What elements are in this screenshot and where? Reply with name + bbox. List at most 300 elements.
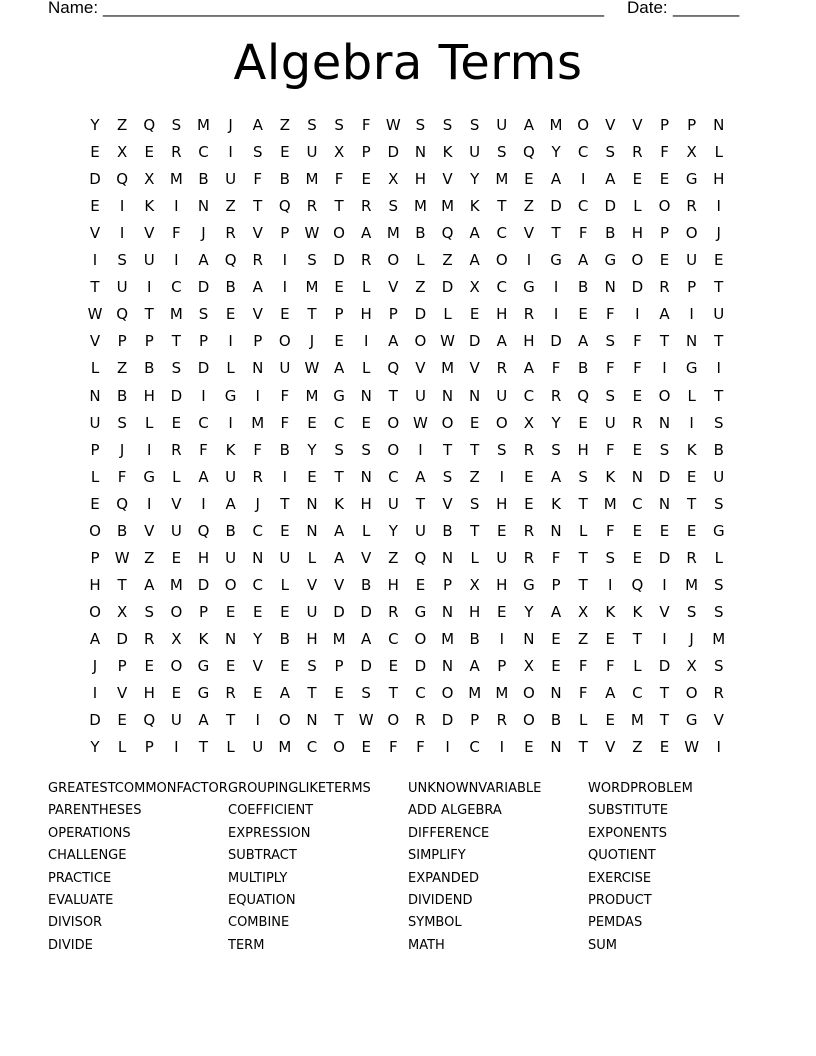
grid-letter[interactable]: C (388, 629, 399, 648)
grid-letter[interactable]: X (116, 143, 128, 162)
grid-letter[interactable]: E (524, 170, 534, 189)
grid-letter[interactable]: P (659, 224, 670, 243)
grid-letter[interactable]: F (280, 386, 290, 405)
grid-letter[interactable]: S (144, 602, 154, 621)
grid-letter[interactable]: L (578, 711, 588, 730)
grid-letter[interactable]: Z (225, 197, 236, 216)
grid-letter[interactable]: B (361, 575, 372, 594)
grid-letter[interactable]: I (201, 494, 206, 513)
grid-letter[interactable]: D (197, 359, 210, 378)
grid-letter[interactable]: T (280, 494, 290, 513)
grid-letter[interactable]: A (198, 711, 209, 730)
grid-letter[interactable]: P (388, 305, 398, 324)
grid-letter[interactable]: H (523, 332, 535, 351)
grid-letter[interactable]: O (170, 657, 183, 675)
grid-letter[interactable]: B (279, 629, 290, 648)
grid-letter[interactable]: N (550, 521, 562, 540)
grid-letter[interactable]: I (716, 738, 721, 757)
name-blank[interactable]: _____________________________________________________ (103, 0, 605, 17)
grid-letter[interactable]: V (605, 116, 616, 134)
grid-letter[interactable]: O (89, 602, 101, 621)
grid-letter[interactable]: Y (90, 116, 100, 134)
grid-letter[interactable]: A (415, 467, 426, 486)
grid-letter[interactable]: P (90, 548, 100, 567)
grid-letter[interactable]: O (387, 711, 400, 730)
grid-letter[interactable]: X (523, 413, 535, 432)
grid-letter[interactable]: U (89, 413, 101, 432)
grid-letter[interactable]: T (198, 738, 209, 757)
grid-letter[interactable]: A (333, 548, 345, 567)
grid-letter[interactable]: R (523, 521, 535, 540)
grid-letter[interactable]: X (116, 602, 128, 621)
grid-letter[interactable]: F (117, 467, 127, 486)
grid-letter[interactable]: D (550, 197, 562, 216)
grid-letter[interactable]: R (252, 251, 263, 270)
grid-letter[interactable]: B (578, 359, 589, 378)
grid-letter[interactable]: V (713, 711, 724, 730)
grid-letter[interactable]: R (171, 143, 182, 162)
grid-letter[interactable]: U (469, 143, 481, 162)
grid-letter[interactable]: D (658, 548, 671, 567)
grid-letter[interactable]: L (307, 548, 317, 567)
grid-letter[interactable]: V (659, 602, 670, 621)
grid-letter[interactable]: E (252, 602, 263, 621)
grid-letter[interactable]: E (225, 602, 236, 621)
grid-letter[interactable]: W (304, 224, 320, 243)
grid-letter[interactable]: N (306, 521, 318, 540)
grid-letter[interactable]: Z (116, 116, 128, 134)
grid-letter[interactable]: A (659, 305, 670, 324)
grid-letter[interactable]: L (226, 738, 235, 757)
grid-letter[interactable]: O (333, 738, 345, 757)
grid-letter[interactable]: T (415, 494, 426, 513)
grid-letter[interactable]: T (388, 684, 398, 703)
grid-letter[interactable]: E (90, 143, 100, 162)
grid-letter[interactable]: A (361, 224, 372, 243)
grid-letter[interactable]: Y (551, 143, 561, 162)
grid-letter[interactable]: I (255, 386, 260, 405)
grid-letter[interactable]: E (632, 386, 643, 405)
grid-letter[interactable]: U (387, 494, 399, 513)
grid-letter[interactable]: U (414, 521, 426, 540)
grid-letter[interactable]: D (197, 575, 210, 594)
grid-letter[interactable]: R (713, 684, 724, 703)
grid-letter[interactable]: H (496, 575, 508, 594)
grid-letter[interactable]: L (172, 467, 181, 486)
grid-letter[interactable]: W (87, 305, 103, 324)
grid-letter[interactable]: T (687, 494, 697, 513)
grid-letter[interactable]: C (171, 278, 182, 297)
grid-letter[interactable]: N (414, 143, 427, 162)
grid-letter[interactable]: I (635, 305, 640, 324)
grid-letter[interactable]: E (334, 684, 344, 703)
grid-letter[interactable]: M (386, 224, 400, 243)
grid-letter[interactable]: J (201, 224, 206, 243)
grid-letter[interactable]: I (716, 359, 721, 378)
grid-letter[interactable]: V (144, 521, 155, 540)
grid-letter[interactable]: C (632, 494, 643, 513)
grid-letter[interactable]: A (578, 251, 589, 270)
grid-letter[interactable]: D (468, 332, 481, 351)
grid-letter[interactable]: H (89, 575, 101, 594)
grid-letter[interactable]: N (686, 332, 698, 351)
grid-letter[interactable]: M (712, 629, 726, 648)
grid-letter[interactable]: O (523, 711, 535, 730)
grid-letter[interactable]: E (280, 521, 290, 540)
grid-letter[interactable]: U (306, 143, 318, 162)
grid-letter[interactable]: F (253, 170, 263, 189)
grid-letter[interactable]: E (171, 684, 182, 703)
grid-letter[interactable]: U (496, 548, 508, 567)
grid-letter[interactable]: I (418, 440, 423, 459)
grid-letter[interactable]: M (630, 711, 644, 730)
grid-letter[interactable]: A (198, 467, 209, 486)
grid-letter[interactable]: M (495, 170, 509, 189)
grid-letter[interactable]: M (495, 684, 509, 703)
grid-letter[interactable]: U (225, 467, 237, 486)
grid-letter[interactable]: E (307, 467, 317, 486)
grid-letter[interactable]: E (551, 657, 561, 675)
grid-letter[interactable]: L (470, 548, 479, 567)
grid-letter[interactable]: S (497, 440, 507, 459)
grid-letter[interactable]: M (169, 170, 183, 189)
grid-letter[interactable]: I (363, 332, 369, 351)
grid-letter[interactable]: P (659, 116, 670, 134)
grid-letter[interactable]: P (253, 332, 263, 351)
grid-letter[interactable]: P (470, 711, 480, 730)
grid-letter[interactable]: A (198, 251, 209, 270)
grid-letter[interactable]: M (251, 413, 265, 432)
grid-letter[interactable]: D (360, 602, 372, 621)
grid-letter[interactable]: L (362, 521, 371, 540)
grid-letter[interactable]: D (414, 305, 427, 324)
grid-letter[interactable]: I (499, 629, 505, 648)
grid-letter[interactable]: K (686, 440, 697, 459)
grid-letter[interactable]: R (496, 711, 508, 730)
grid-letter[interactable]: F (578, 224, 588, 243)
grid-letter[interactable]: T (470, 440, 480, 459)
grid-letter[interactable]: H (496, 494, 508, 513)
grid-letter[interactable]: U (225, 170, 237, 189)
grid-letter[interactable]: A (550, 467, 562, 486)
grid-letter[interactable]: P (280, 224, 290, 243)
grid-letter[interactable]: L (226, 359, 235, 378)
grid-letter[interactable]: S (307, 116, 317, 134)
grid-letter[interactable]: N (306, 711, 318, 730)
grid-letter[interactable]: U (225, 548, 237, 567)
grid-letter[interactable]: D (441, 711, 454, 730)
grid-letter[interactable]: Z (578, 629, 589, 648)
grid-letter[interactable]: A (279, 684, 290, 703)
grid-letter[interactable]: U (252, 738, 264, 757)
grid-letter[interactable]: C (198, 413, 209, 432)
grid-letter[interactable]: B (550, 711, 562, 730)
grid-letter[interactable]: I (174, 738, 179, 757)
grid-letter[interactable]: E (605, 629, 615, 648)
grid-letter[interactable]: A (252, 278, 263, 297)
grid-letter[interactable]: I (445, 738, 450, 757)
grid-letter[interactable]: R (225, 224, 236, 243)
grid-letter[interactable]: L (443, 305, 452, 324)
grid-letter[interactable]: D (604, 197, 617, 216)
grid-letter[interactable]: K (632, 602, 643, 621)
grid-letter[interactable]: F (199, 440, 208, 459)
grid-letter[interactable]: G (523, 575, 535, 594)
grid-letter[interactable]: I (174, 251, 179, 270)
grid-letter[interactable]: N (306, 494, 318, 513)
grid-letter[interactable]: X (388, 170, 399, 189)
grid-letter[interactable]: S (713, 494, 724, 513)
grid-letter[interactable]: Q (387, 359, 400, 378)
grid-letter[interactable]: T (578, 548, 588, 567)
grid-letter[interactable]: A (469, 224, 480, 243)
grid-letter[interactable]: P (144, 738, 154, 757)
date-blank[interactable]: _______ (673, 0, 740, 17)
grid-letter[interactable]: U (116, 278, 128, 297)
grid-letter[interactable]: T (659, 684, 670, 703)
grid-letter[interactable]: H (631, 224, 644, 243)
grid-letter[interactable]: A (252, 116, 263, 134)
grid-letter[interactable]: A (333, 359, 345, 378)
grid-letter[interactable]: N (469, 386, 481, 405)
grid-letter[interactable]: M (685, 575, 699, 594)
grid-letter[interactable]: S (469, 494, 480, 513)
grid-letter[interactable]: T (90, 278, 100, 297)
grid-letter[interactable]: E (632, 521, 643, 540)
grid-letter[interactable]: Q (224, 251, 237, 270)
grid-letter[interactable]: P (144, 332, 154, 351)
grid-letter[interactable]: S (307, 251, 317, 270)
grid-letter[interactable]: E (144, 657, 154, 675)
grid-letter[interactable]: U (686, 251, 698, 270)
grid-letter[interactable]: F (172, 224, 181, 243)
grid-letter[interactable]: S (334, 116, 344, 134)
grid-letter[interactable]: S (442, 116, 453, 134)
grid-letter[interactable]: A (550, 602, 562, 621)
grid-letter[interactable]: L (90, 359, 100, 378)
grid-letter[interactable]: F (253, 440, 263, 459)
grid-letter[interactable]: Q (414, 548, 427, 567)
grid-letter[interactable]: S (171, 116, 182, 134)
grid-letter[interactable]: X (686, 143, 697, 162)
grid-letter[interactable]: U (306, 602, 318, 621)
grid-letter[interactable]: X (171, 629, 182, 648)
grid-letter[interactable]: X (578, 602, 589, 621)
grid-letter[interactable]: G (604, 251, 617, 270)
grid-letter[interactable]: D (197, 278, 210, 297)
grid-letter[interactable]: A (469, 657, 480, 675)
grid-letter[interactable]: O (495, 251, 508, 270)
grid-letter[interactable]: I (147, 278, 152, 297)
grid-letter[interactable]: M (169, 575, 183, 594)
grid-letter[interactable]: X (144, 170, 155, 189)
grid-letter[interactable]: T (578, 738, 588, 757)
grid-letter[interactable]: M (305, 386, 319, 405)
grid-letter[interactable]: V (306, 575, 318, 594)
grid-letter[interactable]: G (143, 467, 156, 486)
grid-letter[interactable]: T (144, 305, 154, 324)
grid-letter[interactable]: J (119, 440, 125, 459)
grid-letter[interactable]: D (658, 467, 671, 486)
grid-letter[interactable]: S (713, 602, 724, 621)
grid-letter[interactable]: B (225, 521, 236, 540)
grid-letter[interactable]: B (279, 170, 290, 189)
grid-letter[interactable]: P (334, 657, 344, 675)
grid-letter[interactable]: S (605, 386, 616, 405)
grid-letter[interactable]: L (362, 359, 371, 378)
grid-letter[interactable]: S (334, 440, 344, 459)
grid-letter[interactable]: V (632, 116, 643, 134)
grid-letter[interactable]: C (469, 738, 480, 757)
grid-letter[interactable]: O (333, 224, 345, 243)
grid-letter[interactable]: M (441, 359, 455, 378)
grid-letter[interactable]: V (89, 332, 101, 351)
grid-letter[interactable]: S (713, 657, 724, 675)
grid-letter[interactable]: V (144, 224, 155, 243)
grid-letter[interactable]: V (171, 494, 182, 513)
grid-letter[interactable]: W (358, 711, 374, 730)
grid-letter[interactable]: N (658, 413, 671, 432)
grid-letter[interactable]: D (550, 332, 562, 351)
grid-letter[interactable]: N (441, 548, 454, 567)
grid-letter[interactable]: S (713, 413, 724, 432)
grid-letter[interactable]: E (361, 738, 371, 757)
grid-letter[interactable]: F (280, 413, 290, 432)
grid-letter[interactable]: E (686, 521, 697, 540)
grid-letter[interactable]: C (632, 684, 643, 703)
grid-letter[interactable]: E (388, 657, 399, 675)
grid-letter[interactable]: F (605, 521, 615, 540)
grid-letter[interactable]: H (577, 440, 589, 459)
grid-letter[interactable]: M (332, 629, 346, 648)
grid-letter[interactable]: Y (551, 413, 561, 432)
grid-letter[interactable]: E (171, 413, 182, 432)
grid-letter[interactable]: E (686, 467, 697, 486)
grid-letter[interactable]: O (495, 413, 508, 432)
grid-letter[interactable]: E (659, 251, 670, 270)
grid-letter[interactable]: I (174, 197, 179, 216)
grid-letter[interactable]: I (553, 278, 559, 297)
grid-letter[interactable]: O (89, 521, 101, 540)
grid-letter[interactable]: N (89, 386, 101, 405)
grid-letter[interactable]: N (360, 386, 372, 405)
grid-letter[interactable]: S (578, 467, 588, 486)
grid-letter[interactable]: B (116, 521, 128, 540)
grid-letter[interactable]: T (659, 332, 670, 351)
grid-letter[interactable]: I (689, 413, 694, 432)
grid-letter[interactable]: F (605, 657, 615, 675)
grid-letter[interactable]: U (604, 413, 616, 432)
grid-letter[interactable]: X (523, 657, 535, 675)
grid-letter[interactable]: T (334, 711, 344, 730)
grid-letter[interactable]: E (171, 548, 182, 567)
grid-letter[interactable]: O (414, 629, 427, 648)
grid-letter[interactable]: P (334, 305, 344, 324)
grid-letter[interactable]: D (333, 251, 345, 270)
grid-letter[interactable]: O (631, 251, 644, 270)
grid-letter[interactable]: L (362, 278, 371, 297)
grid-letter[interactable]: L (687, 386, 696, 405)
grid-letter[interactable]: F (660, 143, 669, 162)
grid-letter[interactable]: B (605, 224, 616, 243)
grid-letter[interactable]: S (605, 332, 616, 351)
grid-letter[interactable]: G (685, 359, 698, 378)
grid-letter[interactable]: D (414, 657, 427, 675)
grid-letter[interactable]: E (469, 413, 480, 432)
grid-letter[interactable]: G (523, 278, 535, 297)
grid-letter[interactable]: O (387, 251, 400, 270)
grid-letter[interactable]: C (523, 386, 535, 405)
grid-letter[interactable]: F (551, 548, 561, 567)
grid-letter[interactable]: Q (143, 116, 156, 134)
grid-letter[interactable]: D (89, 170, 101, 189)
grid-letter[interactable]: T (714, 278, 724, 297)
grid-letter[interactable]: L (145, 413, 154, 432)
grid-letter[interactable]: Y (470, 170, 480, 189)
grid-letter[interactable]: F (605, 440, 615, 459)
grid-letter[interactable]: V (361, 548, 372, 567)
grid-letter[interactable]: F (633, 332, 642, 351)
grid-letter[interactable]: S (713, 575, 724, 594)
grid-letter[interactable]: W (440, 332, 455, 351)
grid-letter[interactable]: T (578, 575, 588, 594)
grid-letter[interactable]: T (334, 467, 344, 486)
grid-letter[interactable]: C (577, 143, 589, 162)
grid-letter[interactable]: M (305, 170, 319, 189)
grid-letter[interactable]: K (334, 494, 344, 513)
grid-letter[interactable]: K (551, 494, 561, 513)
grid-letter[interactable]: Z (388, 548, 399, 567)
grid-letter[interactable]: S (442, 467, 453, 486)
grid-letter[interactable]: N (550, 738, 562, 757)
grid-letter[interactable]: E (659, 738, 670, 757)
grid-letter[interactable]: I (662, 575, 667, 594)
grid-letter[interactable]: F (334, 170, 344, 189)
grid-letter[interactable]: V (252, 305, 263, 324)
grid-letter[interactable]: I (282, 251, 288, 270)
grid-letter[interactable]: J (228, 116, 233, 134)
grid-letter[interactable]: E (605, 711, 615, 730)
grid-letter[interactable]: I (201, 386, 206, 405)
grid-letter[interactable]: C (496, 278, 508, 297)
grid-letter[interactable]: I (526, 251, 532, 270)
grid-letter[interactable]: F (578, 657, 588, 675)
grid-letter[interactable]: J (716, 224, 721, 243)
grid-letter[interactable]: T (632, 629, 642, 648)
grid-letter[interactable]: F (388, 738, 398, 757)
grid-letter[interactable]: I (580, 170, 586, 189)
grid-letter[interactable]: O (387, 413, 400, 432)
grid-letter[interactable]: Z (415, 278, 426, 297)
grid-letter[interactable]: I (499, 738, 505, 757)
grid-letter[interactable]: D (658, 657, 671, 675)
grid-letter[interactable]: T (307, 684, 317, 703)
grid-letter[interactable]: A (144, 575, 155, 594)
grid-letter[interactable]: S (198, 305, 209, 324)
grid-letter[interactable]: S (497, 143, 507, 162)
grid-letter[interactable]: B (469, 629, 480, 648)
grid-letter[interactable]: H (469, 602, 481, 621)
grid-letter[interactable]: I (92, 251, 98, 270)
grid-letter[interactable]: U (496, 116, 508, 134)
grid-letter[interactable]: T (253, 197, 263, 216)
grid-letter[interactable]: Z (632, 738, 643, 757)
grid-letter[interactable]: R (360, 251, 372, 270)
grid-letter[interactable]: E (334, 332, 344, 351)
grid-letter[interactable]: R (306, 197, 318, 216)
grid-letter[interactable]: P (497, 657, 507, 675)
grid-letter[interactable]: J (309, 332, 315, 351)
